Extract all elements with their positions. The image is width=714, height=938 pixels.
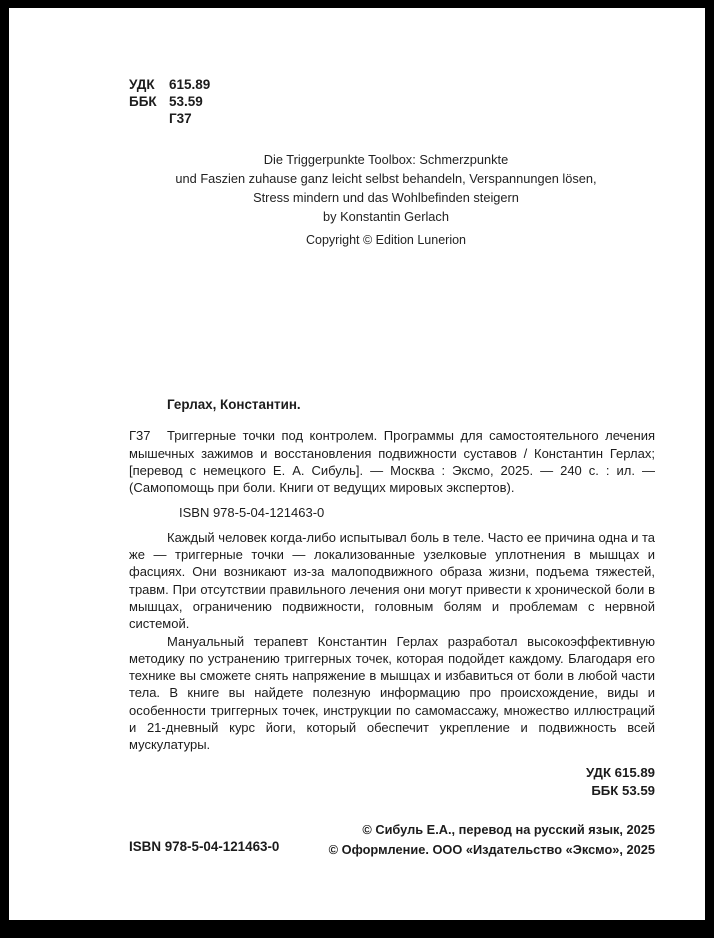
catalog-entry — [129, 427, 655, 496]
original-copyright-line: Copyright © Edition Lunerion — [306, 233, 466, 247]
catalog-description: Триггерные точки под контролем. Программы для самостоятельного лечения мышечных зажимов и восстановления подвижности суставов / Константин Герлах; [перевод с немецкого Е. А. Сибуль]. — Москва : Эксмо, 2025. — 240 с. : ил. — (Самопомощь при боли. Книги от ведущих мировых экспертов). — [129, 428, 655, 496]
bbk-row — [129, 93, 210, 110]
original-author-line: by Konstantin Gerlach — [323, 209, 449, 224]
bbk-label: ББК — [129, 94, 157, 109]
top-classification-codes — [129, 76, 210, 127]
original-title-line: Die Triggerpunkte Toolbox: Schmerzpunkte — [263, 152, 509, 167]
udk-value: 615.89 — [169, 77, 211, 92]
footer-isbn: ISBN 978-5-04-121463-0 — [129, 839, 280, 854]
copyright-translation-line: © Сибуль Е.А., перевод на русский язык, 2025 — [362, 822, 655, 837]
annotation-paragraph-2: Мануальный терапевт Константин Герлах разработал высокоэффективную методику по устранению триггерных точек, которая подойдет каждому. Благодаря его технике вы сможете снять напряжение в мышцах и избавиться от боли в любой части тела. В книге вы найдете полезную информацию про происхождение, виды и особенности триггерных точек, инструкции по самомассажу, множество иллюстраций и 21-дневный курс йоги, который обеспечит укрепление и подвижность всей мускулатуры. — [129, 633, 655, 753]
isbn-line: ISBN 978-5-04-121463-0 — [179, 505, 325, 521]
catalog-code-top: Г37 — [169, 111, 192, 126]
bbk-value: 53.59 — [169, 94, 203, 109]
author-heading: Герлах, Константин. — [167, 397, 301, 412]
annotation-paragraph-1: Каждый человек когда-либо испытывал боль в теле. Часто ее причина одна и та же — триггерные точки — локализованные узелковые уплотнения в мышцах и фасциях. Они возникают из-за малоподвижного образа жизни, подъема тяжестей, травм. При отсутствии правильного лечения они могут привести к хронической боли в мышцах, ограничению подвижности, головным болям и проблемам с нервной системой. — [129, 529, 655, 632]
udk-code-bottom: УДК 615.89 — [586, 764, 655, 780]
original-title-line: und Faszien zuhause ganz leicht selbst behandeln, Verspannungen lösen, — [175, 171, 597, 186]
page — [9, 8, 705, 920]
footer — [129, 820, 655, 860]
original-title-line: Stress mindern und das Wohlbefinden steigern — [253, 190, 519, 205]
original-title-block — [119, 150, 653, 250]
main-text-column — [129, 396, 655, 800]
bottom-classification-codes — [129, 764, 655, 800]
bbk-code-bottom: ББК 53.59 — [591, 782, 655, 798]
udk-label: УДК — [129, 77, 155, 92]
udk-row — [129, 76, 210, 93]
catalog-code: Г37 — [129, 428, 151, 444]
copyright-publisher-line: © Оформление. ООО «Издательство «Эксмо», 2025 — [328, 842, 655, 857]
